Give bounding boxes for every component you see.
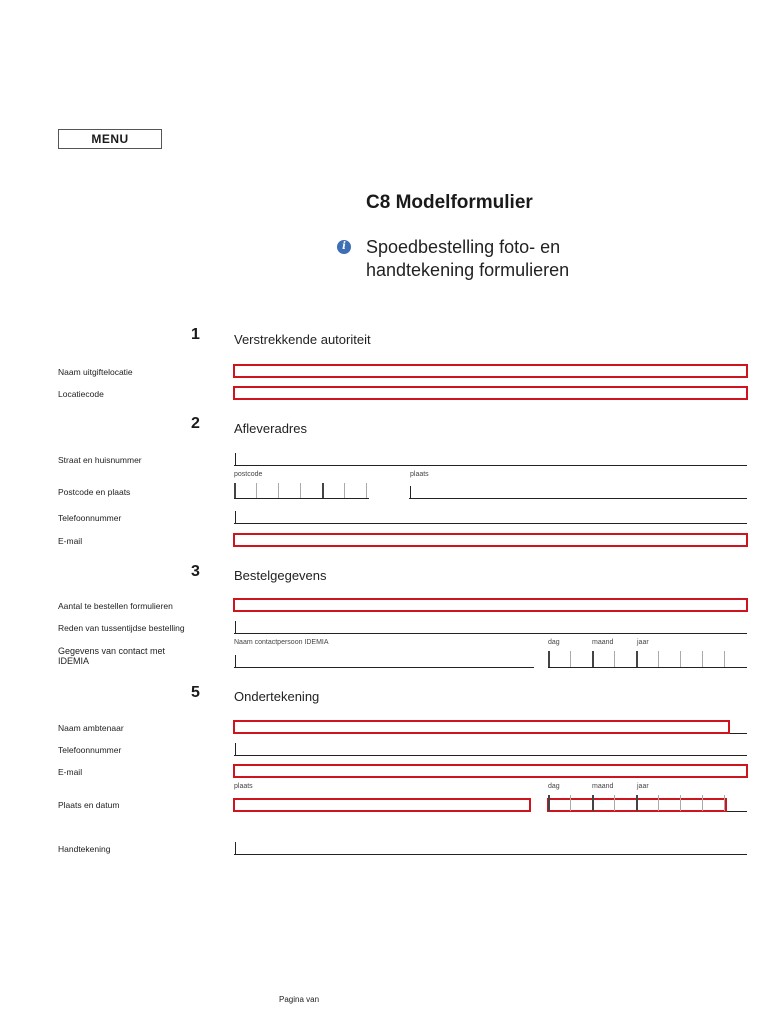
menu-button[interactable]: MENU	[58, 129, 162, 149]
plaats-input[interactable]	[409, 498, 747, 499]
contact-naam-input[interactable]	[234, 667, 534, 668]
cursor-mark	[235, 743, 236, 755]
sublabel-maand2: maand	[592, 783, 614, 790]
page-footer: Pagina van	[279, 995, 320, 1004]
label-contact: Gegevens van contact met IDEMIA	[58, 646, 166, 666]
telefoon2-input[interactable]	[234, 755, 747, 756]
email2-input[interactable]	[233, 764, 748, 778]
sublabel-jaar: jaar	[637, 639, 649, 646]
label-locatiecode: Locatiecode	[58, 389, 104, 399]
label-straat: Straat en huisnummer	[58, 455, 142, 465]
label-naam-ambtenaar: Naam ambtenaar	[58, 723, 124, 733]
section-2-number: 2	[191, 415, 200, 432]
label-email: E-mail	[58, 536, 83, 546]
label-aantal: Aantal te bestellen formulieren	[58, 601, 173, 611]
telefoon-input[interactable]	[234, 523, 747, 524]
sublabel-naam-contact: Naam contactpersoon IDEMIA	[234, 639, 329, 646]
section-2-title: Afleveradres	[234, 421, 307, 436]
plaats-input-2[interactable]	[233, 798, 531, 812]
label-handtekening: Handtekening	[58, 844, 111, 854]
straat-input[interactable]	[234, 465, 747, 466]
label-telefoon2: Telefoonnummer	[58, 745, 122, 755]
section-5-title: Ondertekening	[234, 689, 320, 704]
info-icon[interactable]: i	[337, 240, 351, 254]
aantal-input[interactable]	[233, 598, 748, 612]
email-input[interactable]	[233, 533, 748, 547]
label-reden: Reden van tussentijdse bestelling	[58, 623, 185, 633]
cursor-mark	[410, 486, 411, 498]
page-title: C8 Modelformulier	[366, 192, 533, 213]
cursor-mark	[235, 655, 236, 667]
sublabel-dag: dag	[548, 639, 560, 646]
label-plaats-datum: Plaats en datum	[58, 800, 120, 810]
sublabel-maand: maand	[592, 639, 614, 646]
sublabel-jaar2: jaar	[637, 783, 649, 790]
section-3-number: 3	[191, 563, 200, 580]
underline	[730, 733, 747, 734]
section-3-title: Bestelgegevens	[234, 568, 327, 583]
sublabel-dag2: dag	[548, 783, 560, 790]
naam-ambtenaar-input[interactable]	[233, 720, 730, 734]
label-email2: E-mail	[58, 767, 83, 777]
sublabel-plaats: plaats	[410, 471, 429, 478]
label-postcode-plaats: Postcode en plaats	[58, 487, 131, 497]
locatiecode-input[interactable]	[233, 386, 748, 400]
page-subtitle: Spoedbestelling foto- en handtekening formulieren	[366, 237, 570, 280]
label-telefoon: Telefoonnummer	[58, 513, 122, 523]
section-1-title: Verstrekkende autoriteit	[234, 332, 371, 347]
handtekening-input[interactable]	[234, 854, 747, 855]
label-naam-uitgiftelocatie: Naam uitgiftelocatie	[58, 367, 133, 377]
section-5-number: 5	[191, 684, 200, 701]
reden-input[interactable]	[234, 633, 747, 634]
section-1-number: 1	[191, 326, 200, 343]
cursor-mark	[235, 842, 236, 854]
naam-uitgiftelocatie-input[interactable]	[233, 364, 748, 378]
sublabel-postcode: postcode	[234, 471, 263, 478]
cursor-mark	[235, 453, 236, 465]
cursor-mark	[235, 621, 236, 633]
sublabel-plaats2: plaats	[234, 783, 253, 790]
cursor-mark	[235, 511, 236, 523]
